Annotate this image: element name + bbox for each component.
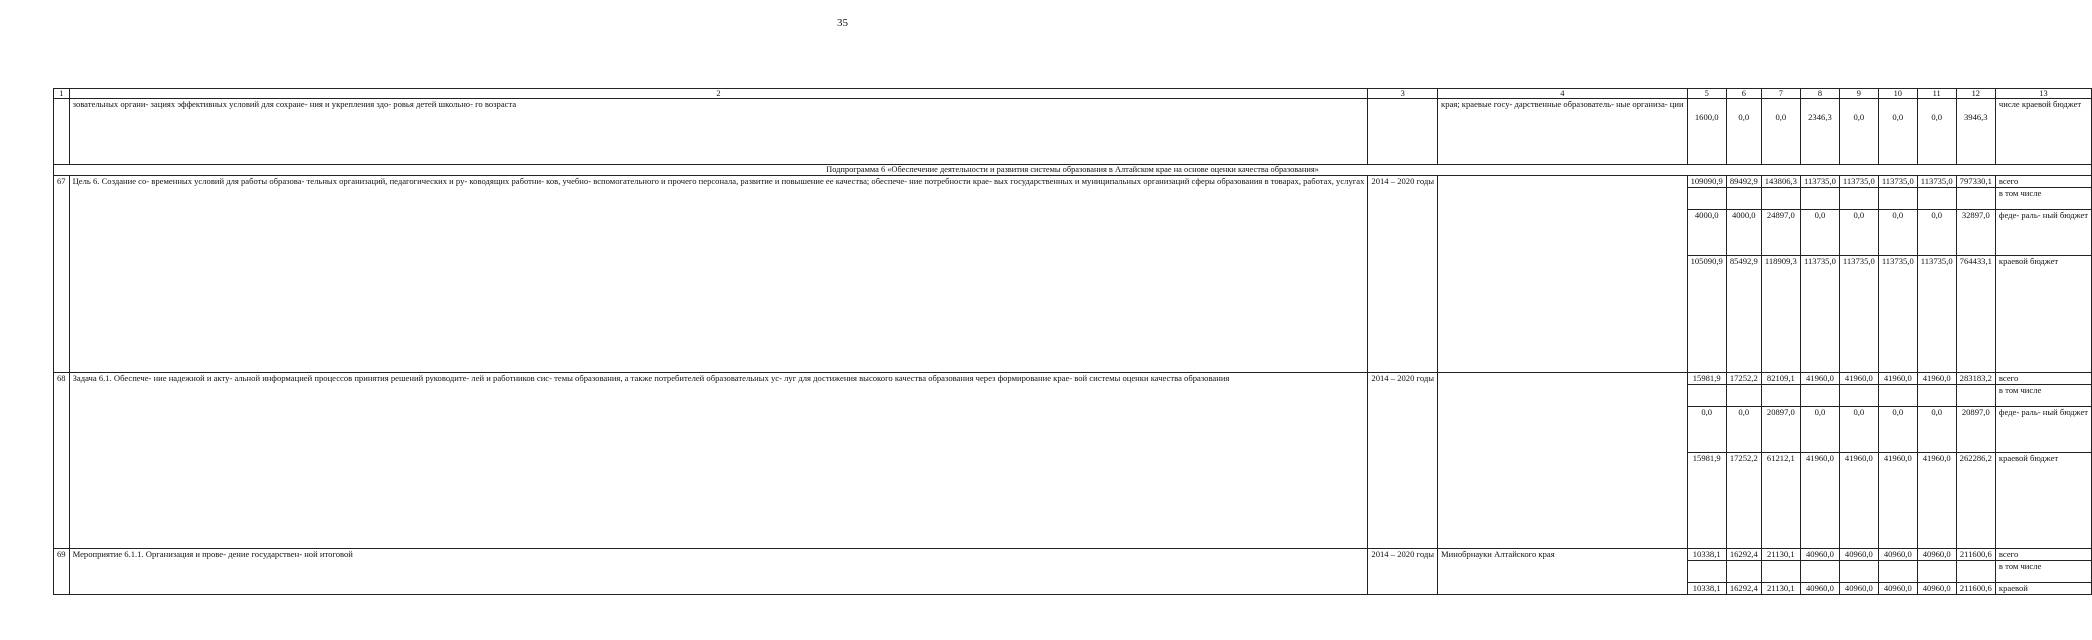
column-header-3: 3 [1368,89,1438,99]
budget-table-container [53,88,2092,595]
cell-empty [1878,188,1917,210]
cell-regional-value: 15981,9 [1687,453,1726,549]
cell-total-value: 113735,0 [1800,176,1839,188]
cell-total-value: 21130,1 [1761,549,1800,561]
cell-empty [1800,188,1839,210]
cell-regional-value: 61212,1 [1761,453,1800,549]
cell-total-value: 41960,0 [1917,373,1956,385]
cell-source-total: всего [1995,549,2091,561]
column-header-8: 8 [1800,89,1839,99]
table-row [54,373,2092,385]
cell-federal-value: 24897,0 [1761,210,1800,256]
cell-regional-value: 40960,0 [1839,583,1878,595]
cell-federal-value: 4000,0 [1687,210,1726,256]
cell-regional-value: 211600,6 [1956,583,1995,595]
cell-row-number: 68 [54,373,70,549]
cell-federal-value: 0,0 [1917,407,1956,453]
cell-regional-value: 113735,0 [1800,256,1839,373]
cell-total-value: 797330,1 [1956,176,1995,188]
cell-empty [1761,385,1800,407]
cell-empty [1956,188,1995,210]
column-header-13: 13 [1995,89,2091,99]
cell-responsible: края; краевые госу- дарственные образователь- ные организа- ции [1438,99,1688,165]
cell-source-regional: краевой [1995,583,2091,595]
cell-empty [1726,385,1761,407]
cell-federal-value: 0,0 [1878,210,1917,256]
cell-regional-value: 113735,0 [1917,256,1956,373]
cell-total-value: 15981,9 [1687,373,1726,385]
cell-empty [1878,561,1917,583]
cell-regional-value: 17252,2 [1726,453,1761,549]
column-header-1: 1 [54,89,70,99]
cell-total-value: 16292,4 [1726,549,1761,561]
cell-federal-value: 20897,0 [1956,407,1995,453]
cell-source-regional: краевой бюджет [1995,453,2091,549]
subprogram-title: Подпрограмма 6 «Обеспечение деятельности и развития системы образования в Алтайском крае на основе оценки качества образования» [54,165,2092,176]
cell-federal-value: 20897,0 [1761,407,1800,453]
cell-regional-value: 262286,2 [1956,453,1995,549]
cell-empty [1956,385,1995,407]
column-header-6: 6 [1726,89,1761,99]
cell-federal-value: 0,0 [1726,407,1761,453]
cell-description: Задача 6.1. Обеспече- ние надежной и акту- альной информацией процессов принятия решений руководите- лей и работников сис- темы образования, а также потребителей образовательных ус- луг для достижения высокого качества образования через формирование крае- вой системы оценки качества образования [69,373,1368,549]
column-header-10: 10 [1878,89,1917,99]
cell-empty [1956,561,1995,583]
cell-value: 0,0 [1839,99,1878,165]
column-header-4: 4 [1438,89,1688,99]
table-row [54,165,2092,176]
cell-empty [1917,188,1956,210]
cell-empty [1800,385,1839,407]
cell-regional-value: 118909,3 [1761,256,1800,373]
cell-source: числе краевой бюджет [1995,99,2091,165]
column-header-9: 9 [1839,89,1878,99]
cell-federal-value: 0,0 [1878,407,1917,453]
cell-total-value: 40960,0 [1878,549,1917,561]
cell-source-total: всего [1995,373,2091,385]
cell-regional-value: 764433,1 [1956,256,1995,373]
budget-table [53,88,2092,595]
cell-total-value: 17252,2 [1726,373,1761,385]
cell-federal-value: 32897,0 [1956,210,1995,256]
cell-empty [1800,561,1839,583]
cell-federal-value: 0,0 [1839,210,1878,256]
cell-regional-value: 16292,4 [1726,583,1761,595]
cell-value: 1600,0 [1687,99,1726,165]
cell-total-value: 143806,3 [1761,176,1800,188]
cell-empty [1839,561,1878,583]
cell-empty [1761,188,1800,210]
cell-value: 0,0 [1917,99,1956,165]
cell-value: 2346,3 [1800,99,1839,165]
cell-total-value: 113735,0 [1878,176,1917,188]
cell-source-total: всего [1995,176,2091,188]
table-row [54,176,2092,188]
cell-total-value: 113735,0 [1839,176,1878,188]
cell-total-value: 40960,0 [1800,549,1839,561]
cell-regional-value: 40960,0 [1917,583,1956,595]
column-header-2: 2 [69,89,1368,99]
cell-total-value: 41960,0 [1878,373,1917,385]
cell-total-value: 82109,1 [1761,373,1800,385]
cell-regional-value: 40960,0 [1878,583,1917,595]
cell-total-value: 283183,2 [1956,373,1995,385]
cell-period: 2014 – 2020 годы [1368,176,1438,373]
table-row [54,549,2092,561]
cell-regional-value: 41960,0 [1839,453,1878,549]
cell-index [54,99,70,165]
cell-federal-value: 0,0 [1800,210,1839,256]
cell-description: Цель 6. Создание со- временных условий для работы образова- тельных организаций, педагогических и ру- ководящих работни- ков, учебно- вспомогательного и прочего персонала, развитие и повышение ее качества; обеспече- ние потребности крае- вых государственных и муниципальных организаций сферы образования в товарах, работах, услугах [69,176,1368,373]
cell-federal-value: 0,0 [1800,407,1839,453]
cell-description: зовательных органи- зациях эффективных условий для сохране- ния и укрепления здо- ровья детей школьно- го возраста [69,99,1368,165]
cell-regional-value: 105090,9 [1687,256,1726,373]
cell-regional-value: 10338,1 [1687,583,1726,595]
cell-period: 2014 – 2020 годы [1368,549,1438,595]
cell-total-value: 109090,9 [1687,176,1726,188]
cell-responsible: Минобрнауки Алтайского края [1438,549,1688,595]
cell-period: 2014 – 2020 годы [1368,373,1438,549]
cell-regional-value: 113735,0 [1878,256,1917,373]
page-number: 35 [837,17,848,29]
table-row [54,89,2092,99]
cell-responsible [1438,176,1688,373]
cell-value: 0,0 [1761,99,1800,165]
cell-total-value: 89492,9 [1726,176,1761,188]
table-row [54,99,2092,165]
cell-period [1368,99,1438,165]
cell-empty [1687,385,1726,407]
cell-federal-value: 0,0 [1917,210,1956,256]
cell-source-federal: феде- раль- ный бюджет [1995,407,2091,453]
cell-empty [1839,188,1878,210]
cell-regional-value: 41960,0 [1800,453,1839,549]
cell-regional-value: 40960,0 [1800,583,1839,595]
cell-empty [1761,561,1800,583]
cell-responsible [1438,373,1688,549]
cell-value: 3946,3 [1956,99,1995,165]
cell-total-value: 41960,0 [1800,373,1839,385]
cell-total-value: 41960,0 [1839,373,1878,385]
column-header-5: 5 [1687,89,1726,99]
cell-empty [1917,561,1956,583]
cell-row-number: 67 [54,176,70,373]
cell-empty [1878,385,1917,407]
cell-total-value: 113735,0 [1917,176,1956,188]
cell-empty [1839,385,1878,407]
cell-federal-value: 0,0 [1687,407,1726,453]
cell-value: 0,0 [1726,99,1761,165]
cell-total-value: 10338,1 [1687,549,1726,561]
cell-regional-value: 113735,0 [1839,256,1878,373]
cell-regional-value: 85492,9 [1726,256,1761,373]
cell-source-federal: феде- раль- ный бюджет [1995,210,2091,256]
cell-source-incl: в том числе [1995,561,2091,583]
cell-regional-value: 41960,0 [1878,453,1917,549]
cell-total-value: 40960,0 [1917,549,1956,561]
cell-federal-value: 0,0 [1839,407,1878,453]
cell-total-value: 211600,6 [1956,549,1995,561]
cell-empty [1687,561,1726,583]
column-header-12: 12 [1956,89,1995,99]
cell-federal-value: 4000,0 [1726,210,1761,256]
cell-regional-value: 41960,0 [1917,453,1956,549]
cell-source-regional: краевой бюджет [1995,256,2091,373]
column-header-7: 7 [1761,89,1800,99]
cell-regional-value: 21130,1 [1761,583,1800,595]
cell-total-value: 40960,0 [1839,549,1878,561]
cell-row-number: 69 [54,549,70,595]
cell-empty [1917,385,1956,407]
cell-source-incl: в том числе [1995,188,2091,210]
column-header-11: 11 [1917,89,1956,99]
cell-value: 0,0 [1878,99,1917,165]
cell-empty [1687,188,1726,210]
cell-description: Мероприятие 6.1.1. Организация и прове- дение государствен- ной итоговой [69,549,1368,595]
cell-empty [1726,188,1761,210]
cell-source-incl: в том числе [1995,385,2091,407]
cell-empty [1726,561,1761,583]
